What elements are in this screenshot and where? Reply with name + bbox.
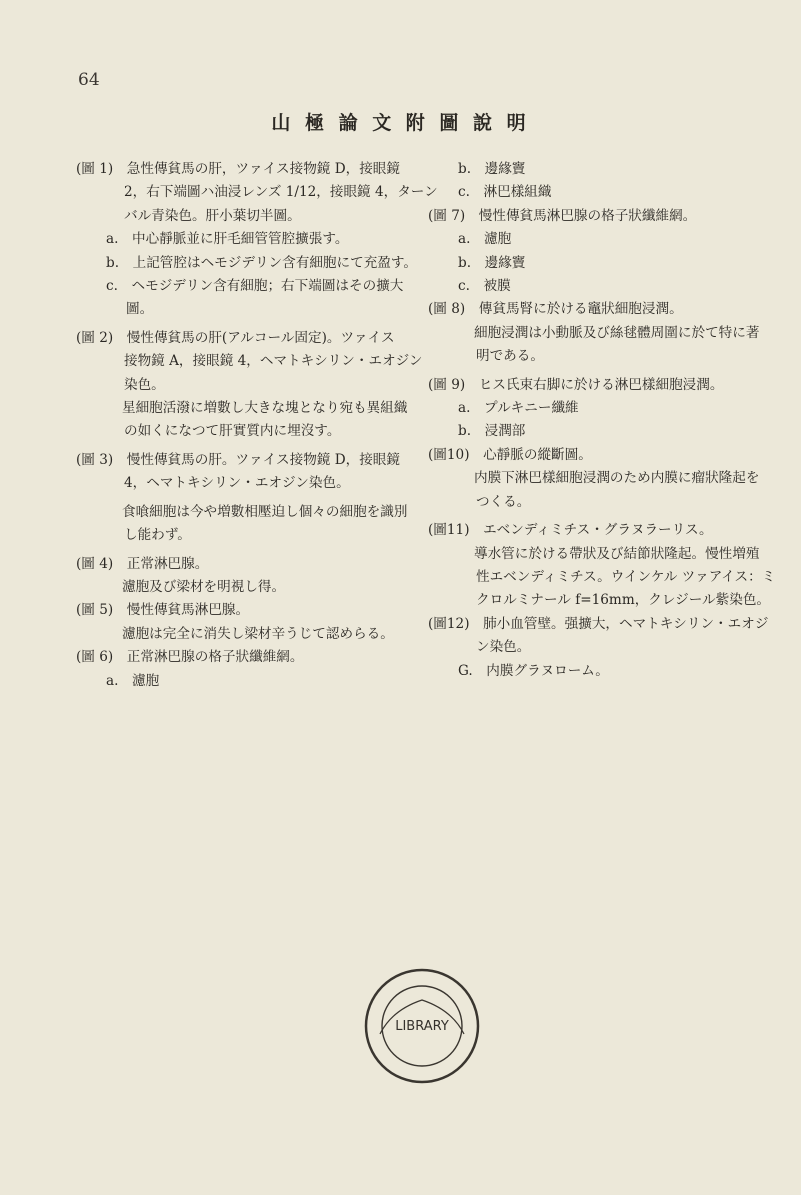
figure-1-item-b: b. 上記管腔はヘモジデリン含有細胞にて充盈す。 [106, 254, 417, 271]
figure-6-item-c: c. 淋巴樣組織 [458, 184, 552, 201]
figure-1-caption: (圖 1) 急性傳貧馬の肝，ツァイス接物鏡 D，接眼鏡 [76, 161, 400, 177]
figure-9-caption: (圖 9) ヒス氏束右脚に於ける淋巴樣細胞浸潤。 [428, 376, 724, 393]
figure-11-note: 導水管に於ける帶狀及び結節狀隆起。慢性増殖 [474, 545, 760, 562]
figure-7-item-c: c. 被膜 [458, 278, 511, 295]
figure-7-caption: (圖 7) 慢性傳貧馬淋巴腺の格子狀纖維網。 [428, 207, 697, 224]
figure-12-item-g: G. 内膜グラヌローム。 [458, 662, 609, 679]
figure-2-caption-cont: 接物鏡 A，接眼鏡 4，ヘマトキシリン・エオジン [124, 353, 423, 370]
figure-11-note-cont: クロルミナール f=16mm，クレジール紫染色。 [476, 592, 771, 609]
figure-12-caption-cont: ン染色。 [476, 639, 531, 656]
figure-8-note: 細胞浸潤は小動脈及び絲毬體周圍に於て特に著 [474, 324, 760, 341]
figure-3-caption: (圖 3) 慢性傳貧馬の肝。ツァイス接物鏡 D，接眼鏡 [76, 451, 400, 468]
figure-3-note: 食喰細胞は今や増數相壓迫し個々の細胞を識別 [122, 503, 408, 520]
figure-10-caption: (圖10) 心靜脈の縱斷圖。 [428, 446, 592, 463]
figure-3-note-cont: し能わず。 [124, 527, 191, 544]
figure-8-caption: (圖 8) 傳貧馬腎に於ける竈狀細胞浸潤。 [428, 301, 683, 318]
figure-2-note: 星細胞活潑に増數し大きな塊となり宛も異組織 [122, 400, 408, 417]
figure-1-caption-cont: 2，右下端圖ハ油浸レンズ 1/12，接眼鏡 4，ターン [124, 184, 438, 201]
library-stamp [362, 966, 482, 1086]
figure-11-note-cont: 性エベンディミチス。ウインケル ツァアイス：ミ [476, 568, 776, 585]
figure-1-item-c: c. ヘモジデリン含有細胞；右下端圖はその擴大 [106, 278, 404, 295]
left-column [76, 158, 438, 693]
figure-2-caption: (圖 2) 慢性傳貧馬の肝(アルコール固定)。ツァイス [76, 329, 395, 346]
figure-6-item-a: a. 濾胞 [106, 672, 160, 689]
figure-9-item-b: b. 浸潤部 [458, 423, 526, 440]
figure-4-note: 濾胞及び梁材を明視し得。 [122, 578, 286, 595]
page-number: 64 [78, 70, 100, 90]
figure-6-item-b: b. 邊緣竇 [458, 161, 526, 177]
figure-7-item-a: a. 濾胞 [458, 231, 512, 248]
figure-12-caption: (圖12) 肺小血管壁。强擴大，ヘマトキシリン・エオジ [428, 615, 769, 632]
figure-3-caption-cont: 4，ヘマトキシリン・エオジン染色。 [124, 475, 350, 492]
figure-8-note-cont: 明である。 [476, 348, 544, 365]
figure-1-item-a: a. 中心靜脈並に肝毛細管管腔擴張す。 [106, 231, 349, 248]
figure-11-caption: (圖11) エベンディミチス・グラヌラーリス。 [428, 522, 713, 539]
figure-5-caption: (圖 5) 慢性傳貧馬淋巴腺。 [76, 602, 250, 619]
figure-10-note-cont: つくる。 [476, 493, 531, 510]
page-title: 山 極 論 文 附 圖 說 明 [271, 112, 530, 134]
figure-9-item-a: a. プルキニー纖維 [458, 400, 579, 417]
figure-2-caption-cont: 染色。 [124, 376, 165, 393]
figure-2-note-cont: の如くになつて肝實質内に埋沒す。 [124, 423, 341, 440]
figure-4-caption: (圖 4) 正常淋巴腺。 [76, 555, 209, 572]
figure-10-note: 内膜下淋巴樣細胞浸潤のため内膜に瘤狀隆起を [474, 470, 760, 487]
figure-1-item-c-cont: 圖。 [126, 301, 154, 318]
right-column [428, 158, 776, 683]
figure-7-item-b: b. 邊緣竇 [458, 254, 526, 271]
figure-6-caption: (圖 6) 正常淋巴腺の格子狀纖維網。 [76, 649, 304, 666]
figure-1-caption-cont: バル青染色。肝小葉切半圖。 [124, 207, 301, 224]
figure-5-note: 濾胞は完全に消失し梁材辛うじて認めらる。 [122, 625, 394, 642]
library-stamp-label: LIBRARY [395, 1018, 449, 1034]
